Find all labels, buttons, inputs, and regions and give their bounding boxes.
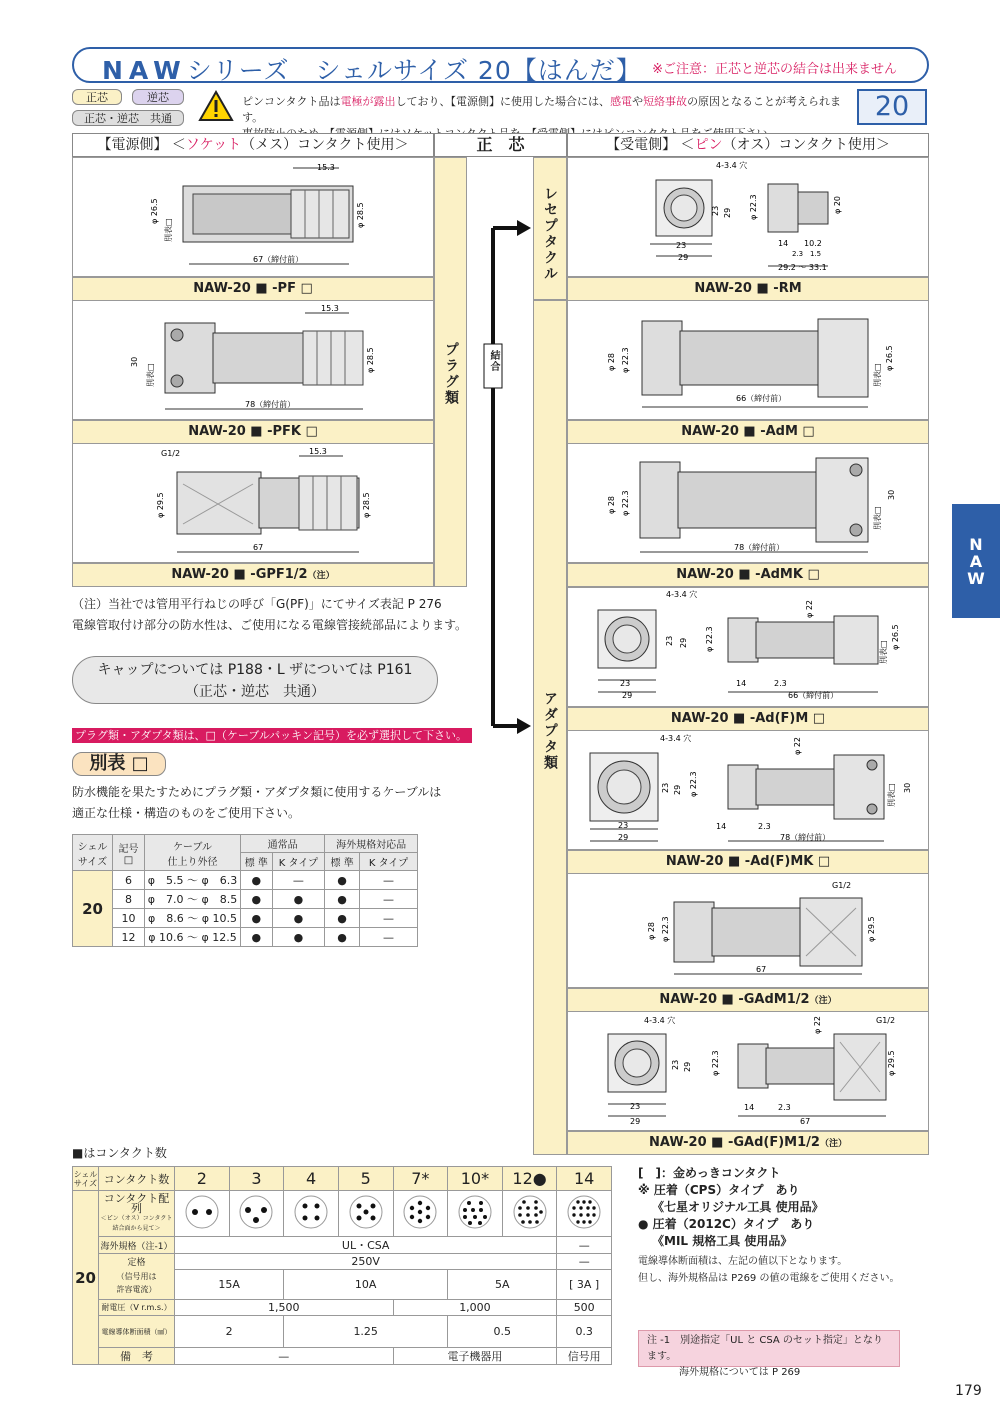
adfmk-dim-1: 4-3.4 穴 <box>660 734 692 743</box>
cable-row: 8 φ 7.0 〜 φ 8.5 ● ● ● — <box>73 890 418 909</box>
gadm-drawing-svg <box>568 874 928 987</box>
product-adm-drawing <box>567 300 929 420</box>
gpf-dim-4: φ 28.5 <box>362 492 371 518</box>
arrangement-10-icon <box>456 1193 494 1231</box>
product-gadfm-label: NAW-20 ■ -GAd(F)M1/2（注） <box>567 1131 929 1155</box>
plug-category-label: プラグ類 <box>443 342 459 406</box>
rm-dim-12: 29.2 〜 33.1 <box>778 263 827 272</box>
product-adfmk-label: NAW-20 ■ -Ad(F)MK □ <box>567 850 929 874</box>
warning-text: ピンコンタクト品は電極が露出しており、【電源側】に使用した場合には、感電や短絡事故の原因となることが考えられます。 <box>242 95 842 124</box>
product-gadm-label: NAW-20 ■ -GAdM1/2（注） <box>567 988 929 1012</box>
pf-dim-3: 別表□ <box>164 218 173 242</box>
gadfm-dim-8: 23 <box>630 1102 641 1111</box>
note-gpf: （注）当社では管用平行ねじの呼び「G(PF)」にてサイズ表記 P 276 電線管取付け部分の防水性は、ご使用になる電線管接続部品によります。 <box>72 597 468 632</box>
title-caution-note: ※ご注意：正芯と逆芯の結合は出来ません <box>652 62 897 77</box>
gadfm-dim-2: φ 22 <box>813 1016 822 1034</box>
gadm-dim-5: 67 <box>756 965 767 974</box>
footnote-box: 注 -1 別途指定「UL と CSA のセット指定」となります。 海外規格については P 269 <box>638 1330 900 1367</box>
adfmk-dim-11: 2.3 <box>758 822 771 831</box>
join-arrows <box>467 218 533 736</box>
pf-dim-4: φ 28.5 <box>356 202 365 228</box>
admk-dim-4: 別表□ <box>873 506 882 530</box>
rm-dim-8: 14 <box>778 239 789 248</box>
adfmk-dim-4: 29 <box>673 784 682 795</box>
adfm-dim-10: 14 <box>736 679 747 688</box>
gpf-dim-5: 67 <box>253 543 264 552</box>
tag-gyakushin: 逆芯 <box>132 89 184 105</box>
rm-dim-9: 10.2 <box>804 239 822 248</box>
adfm-dim-12: 66（締付前） <box>788 691 839 700</box>
gadfm-dim-11: 2.3 <box>778 1103 791 1112</box>
adm-dim-2: φ 22.3 <box>621 347 630 373</box>
warning-icon <box>198 90 234 122</box>
adfm-dim-11: 2.3 <box>774 679 787 688</box>
pf-dim-1: 15.3 <box>317 163 335 172</box>
adfm-dim-2: φ 22 <box>805 600 814 618</box>
gadfm-dim-4: 23 <box>671 1059 680 1070</box>
wire-note: 電線導体断面積は、左記の値以下となります。 但し、海外規格品は P269 の値の電線をご使用ください。 <box>638 1256 900 1284</box>
adfm-dim-7: 別表□ <box>879 640 888 664</box>
pfk-drawing-svg <box>73 301 433 419</box>
adfmk-dim-2: φ 22 <box>793 737 802 755</box>
gadfm-dim-9: 29 <box>630 1117 641 1126</box>
pf-dim-5: 67（締付前） <box>253 255 304 264</box>
shell-size-badge: 20 <box>857 89 927 125</box>
pf-dim-2: φ 26.5 <box>150 198 159 224</box>
arrangement-14-icon <box>565 1193 603 1231</box>
adapter-band <box>533 300 567 1155</box>
product-adfm-drawing <box>567 587 929 707</box>
gadfm-dim-1: 4-3.4 穴 <box>644 1016 676 1025</box>
gadm-dim-2: φ 28 <box>647 922 656 940</box>
cap-reference-box: キャップについては P188・L ザについては P161 （正芯・逆芯 共通） <box>72 656 438 704</box>
arrangement-7-icon <box>401 1193 439 1231</box>
adapter-category-label: アダプタ類 <box>542 691 558 771</box>
gpf-dim-3: φ 29.5 <box>156 492 165 518</box>
rm-drawing-svg <box>568 158 928 276</box>
adfm-dim-1: 4-3.4 穴 <box>666 590 698 599</box>
adm-dim-4: 別表□ <box>873 363 882 387</box>
adfmk-dim-12: 78（締付前） <box>780 833 831 842</box>
cable-row: 20 6 φ 5.5 〜 φ 6.3 ● — ● — <box>73 871 418 890</box>
rm-dim-11: 1.5 <box>810 250 822 258</box>
page-title: NAWシリーズ シェルサイズ 20【はんだ】 <box>102 56 642 85</box>
adfm-dim-4: 29 <box>679 637 688 648</box>
adm-drawing-svg <box>568 301 928 419</box>
tag-seishin: 正芯 <box>72 89 122 105</box>
rm-dim-7: φ 20 <box>833 196 842 214</box>
contact-caption: ■はコンタクト数 <box>72 1146 167 1160</box>
pfk-dim-3: 別表□ <box>146 363 155 387</box>
receptacle-band <box>533 157 567 300</box>
product-pfk-drawing <box>72 300 434 420</box>
adfm-dim-6: φ 26.5 <box>891 624 900 650</box>
header-center: 正 芯 <box>434 133 567 157</box>
arrangement-5-icon <box>347 1193 385 1231</box>
admk-dim-3: 30 <box>887 489 896 500</box>
product-rm-drawing <box>567 157 929 277</box>
tag-common: 正芯・逆芯 共通 <box>72 110 184 126</box>
adfmk-dim-8: 23 <box>618 821 629 830</box>
adm-dim-1: φ 28 <box>607 353 616 371</box>
adfmk-dim-6: 30 <box>903 782 912 793</box>
join-label: 結合 <box>488 350 499 372</box>
rm-dim-10: 2.3 <box>792 250 804 258</box>
admk-dim-1: φ 28 <box>607 496 616 514</box>
rm-dim-2: 23 <box>711 205 720 216</box>
adfmk-dim-3: 23 <box>661 782 670 793</box>
contact-legend: [ ]：金めっきコンタクト ※ 圧着（CPS）タイプ あり 《七星オリジナル工具 使用品》 ● 圧着（2012C）タイプ あり 《MIL 規格工具 使用品》 <box>638 1166 824 1248</box>
header-receiving-side: 【受電側】 ＜ピン（オス）コンタクト使用＞ <box>567 133 929 157</box>
packing-selection-notice: プラグ類・アダプタ類は、□（ケーブルパッキン記号）を必ず選択して下さい。 <box>72 728 472 743</box>
product-gadm-drawing <box>567 873 929 988</box>
gadfm-drawing-svg <box>568 1012 928 1130</box>
arrangement-12-icon <box>511 1193 549 1231</box>
pfk-dim-1: 15.3 <box>321 304 339 313</box>
cable-row: 12 φ 10.6 〜 φ 12.5 ● ● ● — <box>73 928 418 947</box>
gpf-dim-2: 15.3 <box>309 447 327 456</box>
header-power-side: 【電源側】 ＜ソケット（メス）コンタクト使用＞ <box>72 133 434 157</box>
side-tab-label: N A W <box>967 535 985 588</box>
gadfm-dim-5: 29 <box>683 1061 692 1072</box>
page-number: 179 <box>955 1383 982 1399</box>
rm-dim-4: φ 22.3 <box>749 194 758 220</box>
rm-dim-1: 4-3.4 穴 <box>716 161 748 170</box>
adm-dim-3: φ 26.5 <box>885 345 894 371</box>
gadm-dim-1: G1/2 <box>832 881 852 890</box>
gadfm-dim-6: φ 22.3 <box>711 1050 720 1076</box>
product-gadfm-drawing <box>567 1011 929 1131</box>
pfk-dim-2: 30 <box>130 356 139 367</box>
cable-table: シェル サイズ 記号 □ ケーブル 仕上り外径 通常品 海外規格対応品 標 準 K タイプ 標 準 K タイプ 20 6 φ 5.5 〜 φ 6.3 ● — ● — 8 φ 7.0 〜 φ 8.5 ● ● ● — 10 φ 8.6 〜 φ 10.5 ● ● ● — 12 φ 10.6 〜 φ 12.5 ● ● ● — <box>72 834 418 947</box>
pfk-dim-4: φ 28.5 <box>366 347 375 373</box>
gpf-dim-1: G1/2 <box>161 449 181 458</box>
product-admk-drawing <box>567 443 929 563</box>
adfmk-dim-7: 別表□ <box>887 783 896 807</box>
adfm-drawing-svg <box>568 588 928 706</box>
pfk-dim-5: 78（締付前） <box>245 400 296 409</box>
product-admk-label: NAW-20 ■ -AdMK □ <box>567 563 929 587</box>
product-gpf-label: NAW-20 ■ -GPF1/2（注） <box>72 563 434 587</box>
adfm-dim-9: 29 <box>622 691 633 700</box>
gadm-dim-4: φ 29.5 <box>867 916 876 942</box>
contact-table: シェル サイズ コンタクト数 2 3 4 5 7* 10* 12● 14 20 コンタクト配列 ＜ピン（オス）コンタクト 結合面から見て＞ 海外規格（注-1） UL・CSA — 定格 （信号用は 許容電流） 250V — 15A 10A 5A [ 3A ] 耐電圧（V r.m.s.） 1,500 1,000 500 電線導体断面積（㎟） 2 1.25 0.5 0.3 備 考 — 電子機器用 信号用 <box>72 1166 612 1365</box>
adfmk-dim-9: 29 <box>618 833 629 842</box>
adfm-dim-8: 23 <box>620 679 631 688</box>
product-pf-label: NAW-20 ■ -PF □ <box>72 277 434 301</box>
adfmk-drawing-svg <box>568 731 928 849</box>
adfm-dim-5: φ 22.3 <box>705 626 714 652</box>
admk-dim-2: φ 22.3 <box>621 490 630 516</box>
adfmk-dim-10: 14 <box>716 822 727 831</box>
product-pfk-label: NAW-20 ■ -PFK □ <box>72 420 434 444</box>
product-rm-label: NAW-20 ■ -RM <box>567 277 929 301</box>
gpf-drawing-svg <box>73 444 433 562</box>
gadm-dim-3: φ 22.3 <box>661 916 670 942</box>
adfm-dim-3: 23 <box>665 635 674 646</box>
gadfm-dim-10: 14 <box>744 1103 755 1112</box>
gadfm-dim-3: G1/2 <box>876 1016 896 1025</box>
gadfm-dim-12: 67 <box>800 1117 811 1126</box>
series-side-tab <box>952 504 1000 618</box>
rm-dim-3: 29 <box>723 207 732 218</box>
rm-dim-5: 23 <box>676 241 687 250</box>
adfmk-dim-5: φ 22.3 <box>689 771 698 797</box>
cable-row: 10 φ 8.6 〜 φ 10.5 ● ● ● — <box>73 909 418 928</box>
product-pf-drawing <box>72 157 434 277</box>
product-adfmk-drawing <box>567 730 929 850</box>
gadfm-dim-7: φ 29.5 <box>887 1050 896 1076</box>
receptacle-category-label: レセプタクル <box>542 186 558 282</box>
appendix-title: 別表 □ <box>72 752 166 776</box>
plug-band <box>434 157 467 587</box>
rm-dim-6: 29 <box>678 253 689 262</box>
admk-dim-5: 78（締付前） <box>734 543 785 552</box>
admk-drawing-svg <box>568 444 928 562</box>
arrangement-4-icon <box>292 1193 330 1231</box>
arrangement-2-icon <box>183 1193 221 1231</box>
product-adfm-label: NAW-20 ■ -Ad(F)M □ <box>567 707 929 731</box>
arrangement-3-icon <box>237 1193 275 1231</box>
product-gpf-drawing <box>72 443 434 563</box>
adm-dim-5: 66（締付前） <box>736 394 787 403</box>
title-bar <box>72 47 929 83</box>
product-adm-label: NAW-20 ■ -AdM □ <box>567 420 929 444</box>
pf-drawing-svg <box>73 158 433 276</box>
appendix-description: 防水機能を果たすためにプラグ類・アダプタ類に使用するケーブルは 適正な仕様・構造のものをご使用下さい。 <box>72 785 442 820</box>
